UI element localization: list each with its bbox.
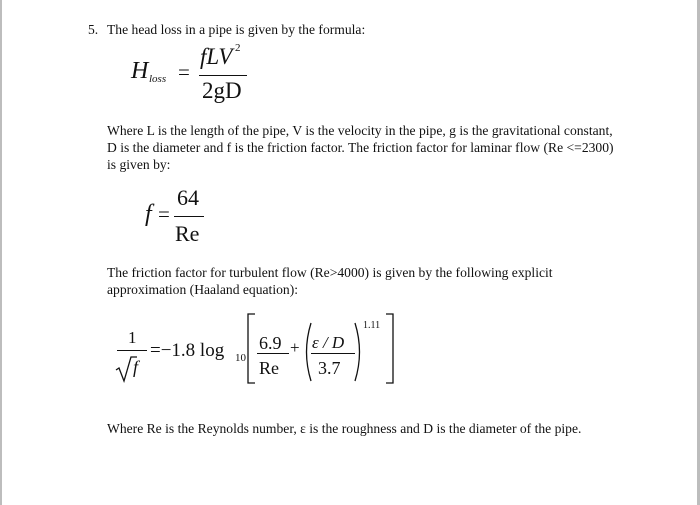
paragraph-line: Where L is the length of the pipe, V is the velocity in the pipe, g is the gravitational constant, xyxy=(107,123,613,138)
fraction-bar xyxy=(199,75,247,76)
left-bracket xyxy=(245,313,257,385)
fraction-bar xyxy=(117,350,147,351)
fraction1-denominator: Re xyxy=(259,358,279,378)
question-intro: The head loss in a pipe is given by the formula: xyxy=(107,22,366,37)
plus-sign: + xyxy=(290,338,300,357)
numerator-exponent: 2 xyxy=(235,42,241,54)
log-base: 10 xyxy=(235,352,246,364)
paragraph-line: D is the diameter and f is the friction factor. The friction factor for laminar flow (Re <=2300) xyxy=(107,140,614,155)
equals-sign: = xyxy=(178,60,190,84)
fraction1-numerator: 6.9 xyxy=(259,333,282,353)
lhs-numerator: 1 xyxy=(128,328,137,347)
equals-sign: = xyxy=(158,202,170,226)
paragraph-line: is given by: xyxy=(107,157,171,172)
head-loss-subscript: loss xyxy=(149,73,167,85)
fraction-bar xyxy=(257,353,289,354)
right-bracket xyxy=(384,313,396,385)
friction-factor-symbol: f xyxy=(145,201,152,227)
paragraph-line: Where Re is the Reynolds number, ε is the roughness and D is the diameter of the pipe. xyxy=(107,421,582,436)
paragraph-line: The friction factor for turbulent flow (Re>4000) is given by the following explicit xyxy=(107,265,553,280)
head-loss-symbol: H xyxy=(131,58,149,84)
laminar-denominator: Re xyxy=(175,221,200,246)
fraction-bar xyxy=(311,353,355,354)
exponent: 1.11 xyxy=(363,320,381,331)
fraction2-denominator: 3.7 xyxy=(318,358,341,378)
fraction2-numerator: ε / D xyxy=(312,333,345,352)
head-loss-denominator: 2gD xyxy=(202,78,242,103)
lhs-denominator: f xyxy=(133,357,139,377)
fraction-bar xyxy=(174,216,204,217)
laminar-numerator: 64 xyxy=(177,185,199,210)
question-number: 5. xyxy=(88,22,99,37)
left-border xyxy=(0,0,2,505)
square-root-symbol xyxy=(115,355,135,383)
right-parenthesis xyxy=(353,322,365,382)
paragraph-line: approximation (Haaland equation): xyxy=(107,282,299,297)
rhs-coefficient: =−1.8 log xyxy=(150,340,225,361)
head-loss-numerator: fLV xyxy=(200,44,233,69)
